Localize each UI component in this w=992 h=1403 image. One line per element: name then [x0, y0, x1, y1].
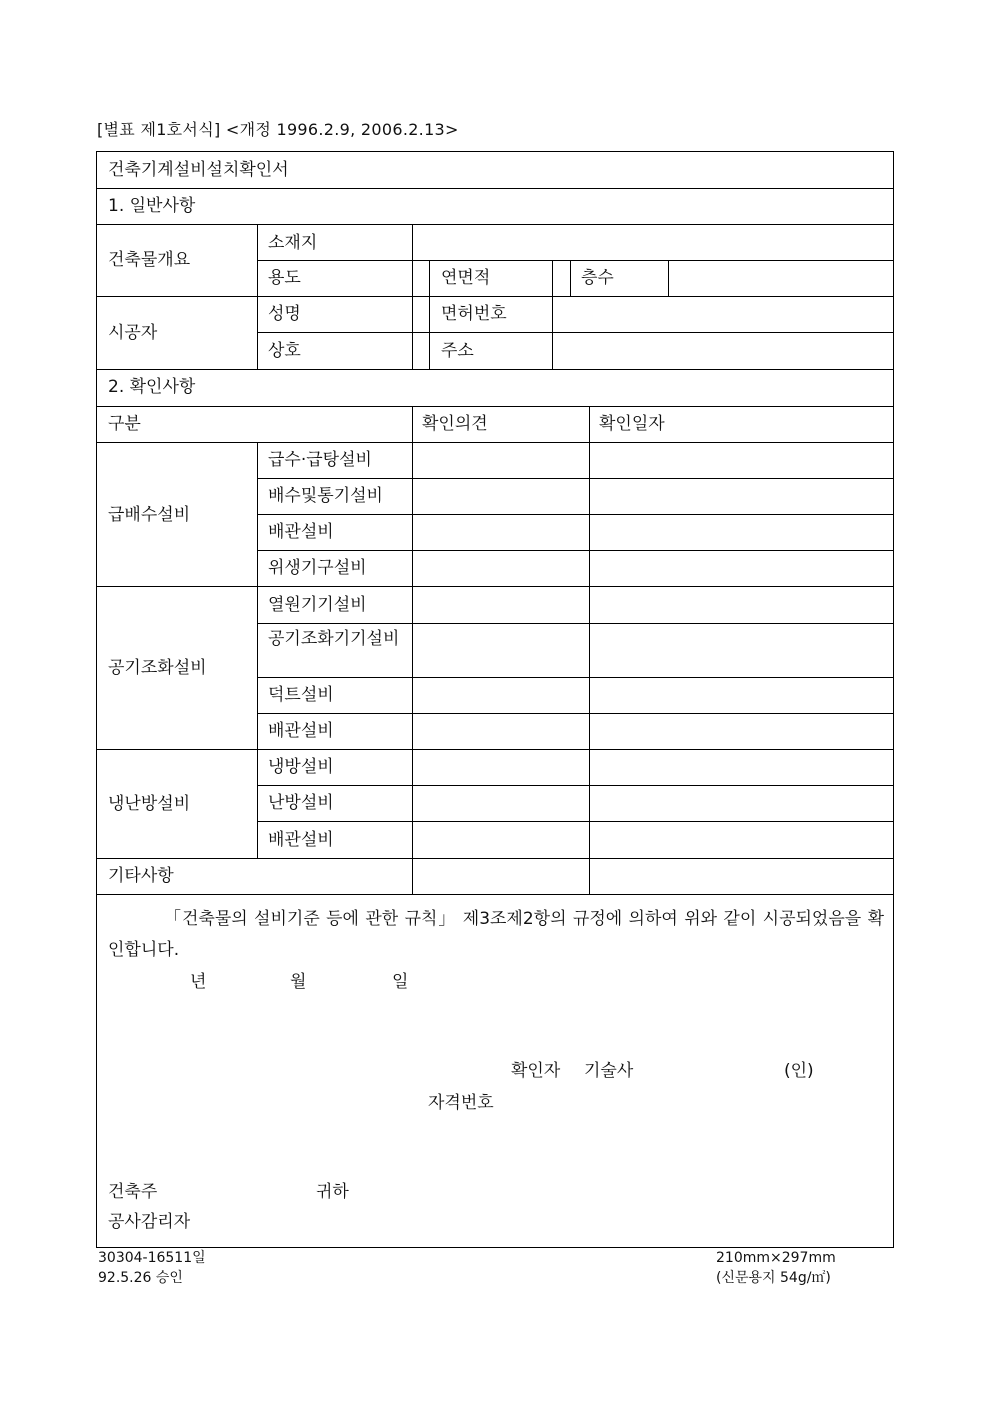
- rule: [257, 713, 893, 714]
- item-label: 공기조화기기설비: [268, 629, 400, 649]
- rule: [257, 821, 893, 822]
- engineer-label: 기술사: [584, 1061, 634, 1081]
- rule: [97, 296, 893, 297]
- paper-type: (신문용지 54g/㎡): [716, 1270, 831, 1286]
- confirmation-form: [96, 151, 894, 1248]
- contractor-label: 시공자: [108, 323, 158, 343]
- group-label-plumbing: 급배수설비: [108, 505, 191, 525]
- qualification-number-label: 자격번호: [428, 1093, 494, 1113]
- rule: [257, 442, 258, 858]
- rule: [412, 406, 413, 894]
- column-header-opinion: 확인의견: [422, 414, 488, 434]
- rule: [429, 260, 430, 369]
- item-label: 난방설비: [268, 793, 334, 813]
- rule: [570, 260, 571, 296]
- column-header-date: 확인일자: [599, 414, 665, 434]
- rule: [257, 224, 258, 369]
- item-label: 배관설비: [268, 721, 334, 741]
- rule: [668, 260, 669, 296]
- rule: [257, 260, 893, 261]
- form-number-label: [별표 제1호서식] <개정 1996.2.9, 2006.2.13>: [97, 120, 459, 139]
- rule: [97, 442, 893, 443]
- rule: [97, 188, 893, 189]
- license-number-label: 면허번호: [441, 304, 507, 324]
- floor-area-label: 연면적: [441, 268, 491, 288]
- other-matters-label: 기타사항: [108, 866, 174, 886]
- rule: [552, 260, 553, 369]
- rule: [97, 894, 893, 895]
- column-header-category: 구분: [108, 414, 141, 434]
- section-general-heading: 1. 일반사항: [108, 196, 196, 216]
- honorific-label: 귀하: [316, 1182, 349, 1202]
- rule: [412, 224, 413, 369]
- date-year-label: 년: [190, 972, 207, 992]
- item-label: 배관설비: [268, 522, 334, 542]
- building-overview-label: 건축물개요: [108, 250, 191, 270]
- rule: [257, 332, 893, 333]
- item-label: 배관설비: [268, 830, 334, 850]
- rule: [97, 749, 893, 750]
- rule: [257, 623, 893, 624]
- seal-mark: (인): [784, 1061, 814, 1081]
- item-label: 냉방설비: [268, 757, 334, 777]
- group-label-air-conditioning: 공기조화설비: [108, 658, 207, 678]
- approval-date: 92.5.26 승인: [98, 1270, 183, 1286]
- group-label-heating-cooling: 냉난방설비: [108, 794, 191, 814]
- item-label: 급수·급탕설비: [268, 450, 372, 470]
- date-month-label: 월: [290, 972, 307, 992]
- rule: [257, 550, 893, 551]
- item-label: 덕트설비: [268, 685, 334, 705]
- rule: [257, 677, 893, 678]
- recipient-supervisor-label: 공사감리자: [108, 1212, 191, 1232]
- form-title: 건축기계설비설치확인서: [108, 160, 289, 180]
- rule: [257, 478, 893, 479]
- rule: [257, 514, 893, 515]
- floors-label: 층수: [581, 268, 614, 288]
- item-label: 배수및통기설비: [268, 486, 383, 506]
- form-code: 30304-16511일: [98, 1250, 206, 1266]
- certification-statement: 「건축물의 설비기준 등에 관한 규칙」 제3조제2항의 규정에 의하여 위와 같이 시공되었음을 확인합니다.: [108, 909, 884, 960]
- recipient-owner-label: 건축주: [108, 1182, 158, 1202]
- rule: [589, 406, 590, 894]
- rule: [97, 224, 893, 225]
- item-label: 위생기구설비: [268, 558, 367, 578]
- contractor-name-label: 성명: [268, 304, 301, 324]
- trade-name-label: 상호: [268, 341, 301, 361]
- rule: [97, 406, 893, 407]
- rule: [97, 586, 893, 587]
- contractor-address-label: 주소: [441, 341, 474, 361]
- rule: [97, 858, 893, 859]
- section-confirmation-heading: 2. 확인사항: [108, 377, 196, 397]
- rule: [257, 785, 893, 786]
- use-label: 용도: [268, 268, 301, 288]
- confirmer-label: 확인자: [511, 1061, 561, 1081]
- date-day-label: 일: [392, 972, 409, 992]
- item-label: 열원기기설비: [268, 595, 367, 615]
- paper-size: 210mm×297mm: [716, 1250, 836, 1266]
- rule: [97, 369, 893, 370]
- location-label: 소재지: [268, 233, 318, 253]
